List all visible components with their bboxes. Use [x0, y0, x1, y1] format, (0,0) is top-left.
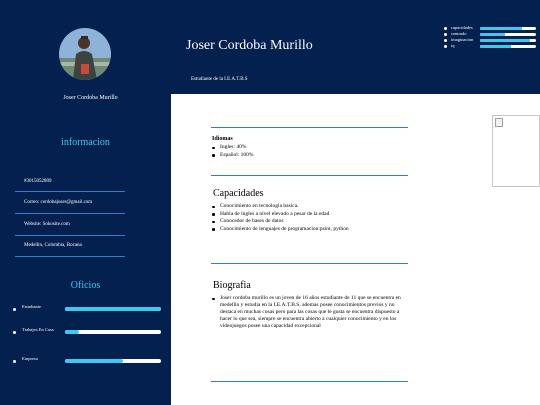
section-divider: [211, 175, 408, 176]
skill-bar-fill: [480, 45, 511, 48]
oficio-bar: [65, 359, 161, 363]
skill-bar: [480, 27, 536, 30]
location-text: Medellin, Colombia, Bocana: [24, 243, 82, 248]
bullet: [13, 331, 16, 334]
capacidades-title: Capacidades: [213, 188, 264, 199]
divider: [15, 256, 125, 257]
list-item: Habla de ingles a nivel elevado a pesar de la edad: [212, 211, 349, 219]
phone-text: #3015052809: [24, 179, 52, 184]
avatar: [59, 28, 111, 80]
skill-item: [444, 43, 536, 49]
email-text: Correo: cordobajoser@gmail.com: [24, 200, 93, 205]
oficio-item: [13, 356, 153, 368]
skill-bar-fill: [480, 27, 522, 30]
list-item: Ingles: 40%: [212, 144, 253, 152]
capacidades-list: [212, 203, 349, 233]
sidebar: [0, 0, 171, 405]
bullet: [444, 33, 447, 36]
website-text: Website: Sokosite.com: [24, 222, 70, 227]
list-item: Conocimiento en tecnologia basica.: [212, 203, 349, 211]
oficio-bar: [65, 307, 161, 311]
image-placeholder: [492, 115, 540, 187]
biografia-text: Joser cordoba murillo es un joven de 16 años estudiante de 11 que se encuentra en medellin y estudia en la I.E.A.T.B.S. ademas posee conocimientos previos y no destaca en muchas cosas pero para las cosas que le gusta se encuentra dispuesto a hacer lo que sea, siempre se encuentra abierto a cualquier conocimiento y en los videojuegos posee una capacidad excepcional: [212, 295, 408, 330]
oficio-bar: [65, 330, 161, 334]
oficio-label: Estudiante: [22, 304, 41, 309]
broken-image-icon: [495, 118, 503, 127]
skill-bar: [480, 33, 536, 36]
oficio-bar-fill: [65, 330, 79, 334]
idiomas-title: Idiomas: [212, 136, 233, 142]
oficio-bar-fill: [65, 359, 123, 363]
section-divider: [211, 263, 408, 264]
divider: [15, 191, 125, 192]
bullet: [13, 308, 16, 311]
sidebar-name: Joser Cordoba Murillo: [63, 95, 118, 101]
divider: [15, 235, 125, 236]
oficio-label: Trabajos En Casa: [22, 327, 54, 332]
oficio-item: [13, 304, 153, 316]
oficio-bar-fill: [65, 307, 161, 311]
skill-bar: [480, 45, 536, 48]
list-item: Conocimiento de lenguajes de programacion:psint, python: [212, 226, 349, 234]
skill-bar-fill: [480, 33, 505, 36]
biografia-title: Biografia: [213, 280, 251, 291]
bullet: [13, 360, 16, 363]
page-title: Joser Cordoba Murillo: [186, 38, 313, 53]
page-subtitle: Estudiante de la I.E.A.T.B.S: [191, 77, 248, 82]
bullet: [444, 27, 447, 30]
skill-bar-fill: [480, 39, 530, 42]
top-skills-list: [444, 25, 536, 49]
section-divider: [211, 127, 408, 128]
list-item: Español: 100%: [212, 152, 253, 160]
skill-label: capacidades: [451, 25, 473, 30]
skill-label: centrado: [451, 31, 467, 36]
oficio-label: Empresa: [22, 356, 38, 361]
bullet: [444, 45, 447, 48]
section-divider: [211, 381, 408, 382]
info-title: informacion: [61, 137, 110, 148]
list-item: Conocedor de bases de datos: [212, 218, 349, 226]
idiomas-list: [212, 144, 253, 159]
biografia-list: [212, 295, 408, 330]
skill-bar: [480, 39, 536, 42]
divider: [15, 213, 125, 214]
profile-photo: [59, 28, 111, 80]
skill-label: iq: [451, 43, 455, 48]
oficio-item: [13, 327, 153, 339]
oficios-title: Oficios: [70, 280, 101, 291]
bullet: [444, 39, 447, 42]
skill-label: imaginacion: [451, 37, 474, 42]
